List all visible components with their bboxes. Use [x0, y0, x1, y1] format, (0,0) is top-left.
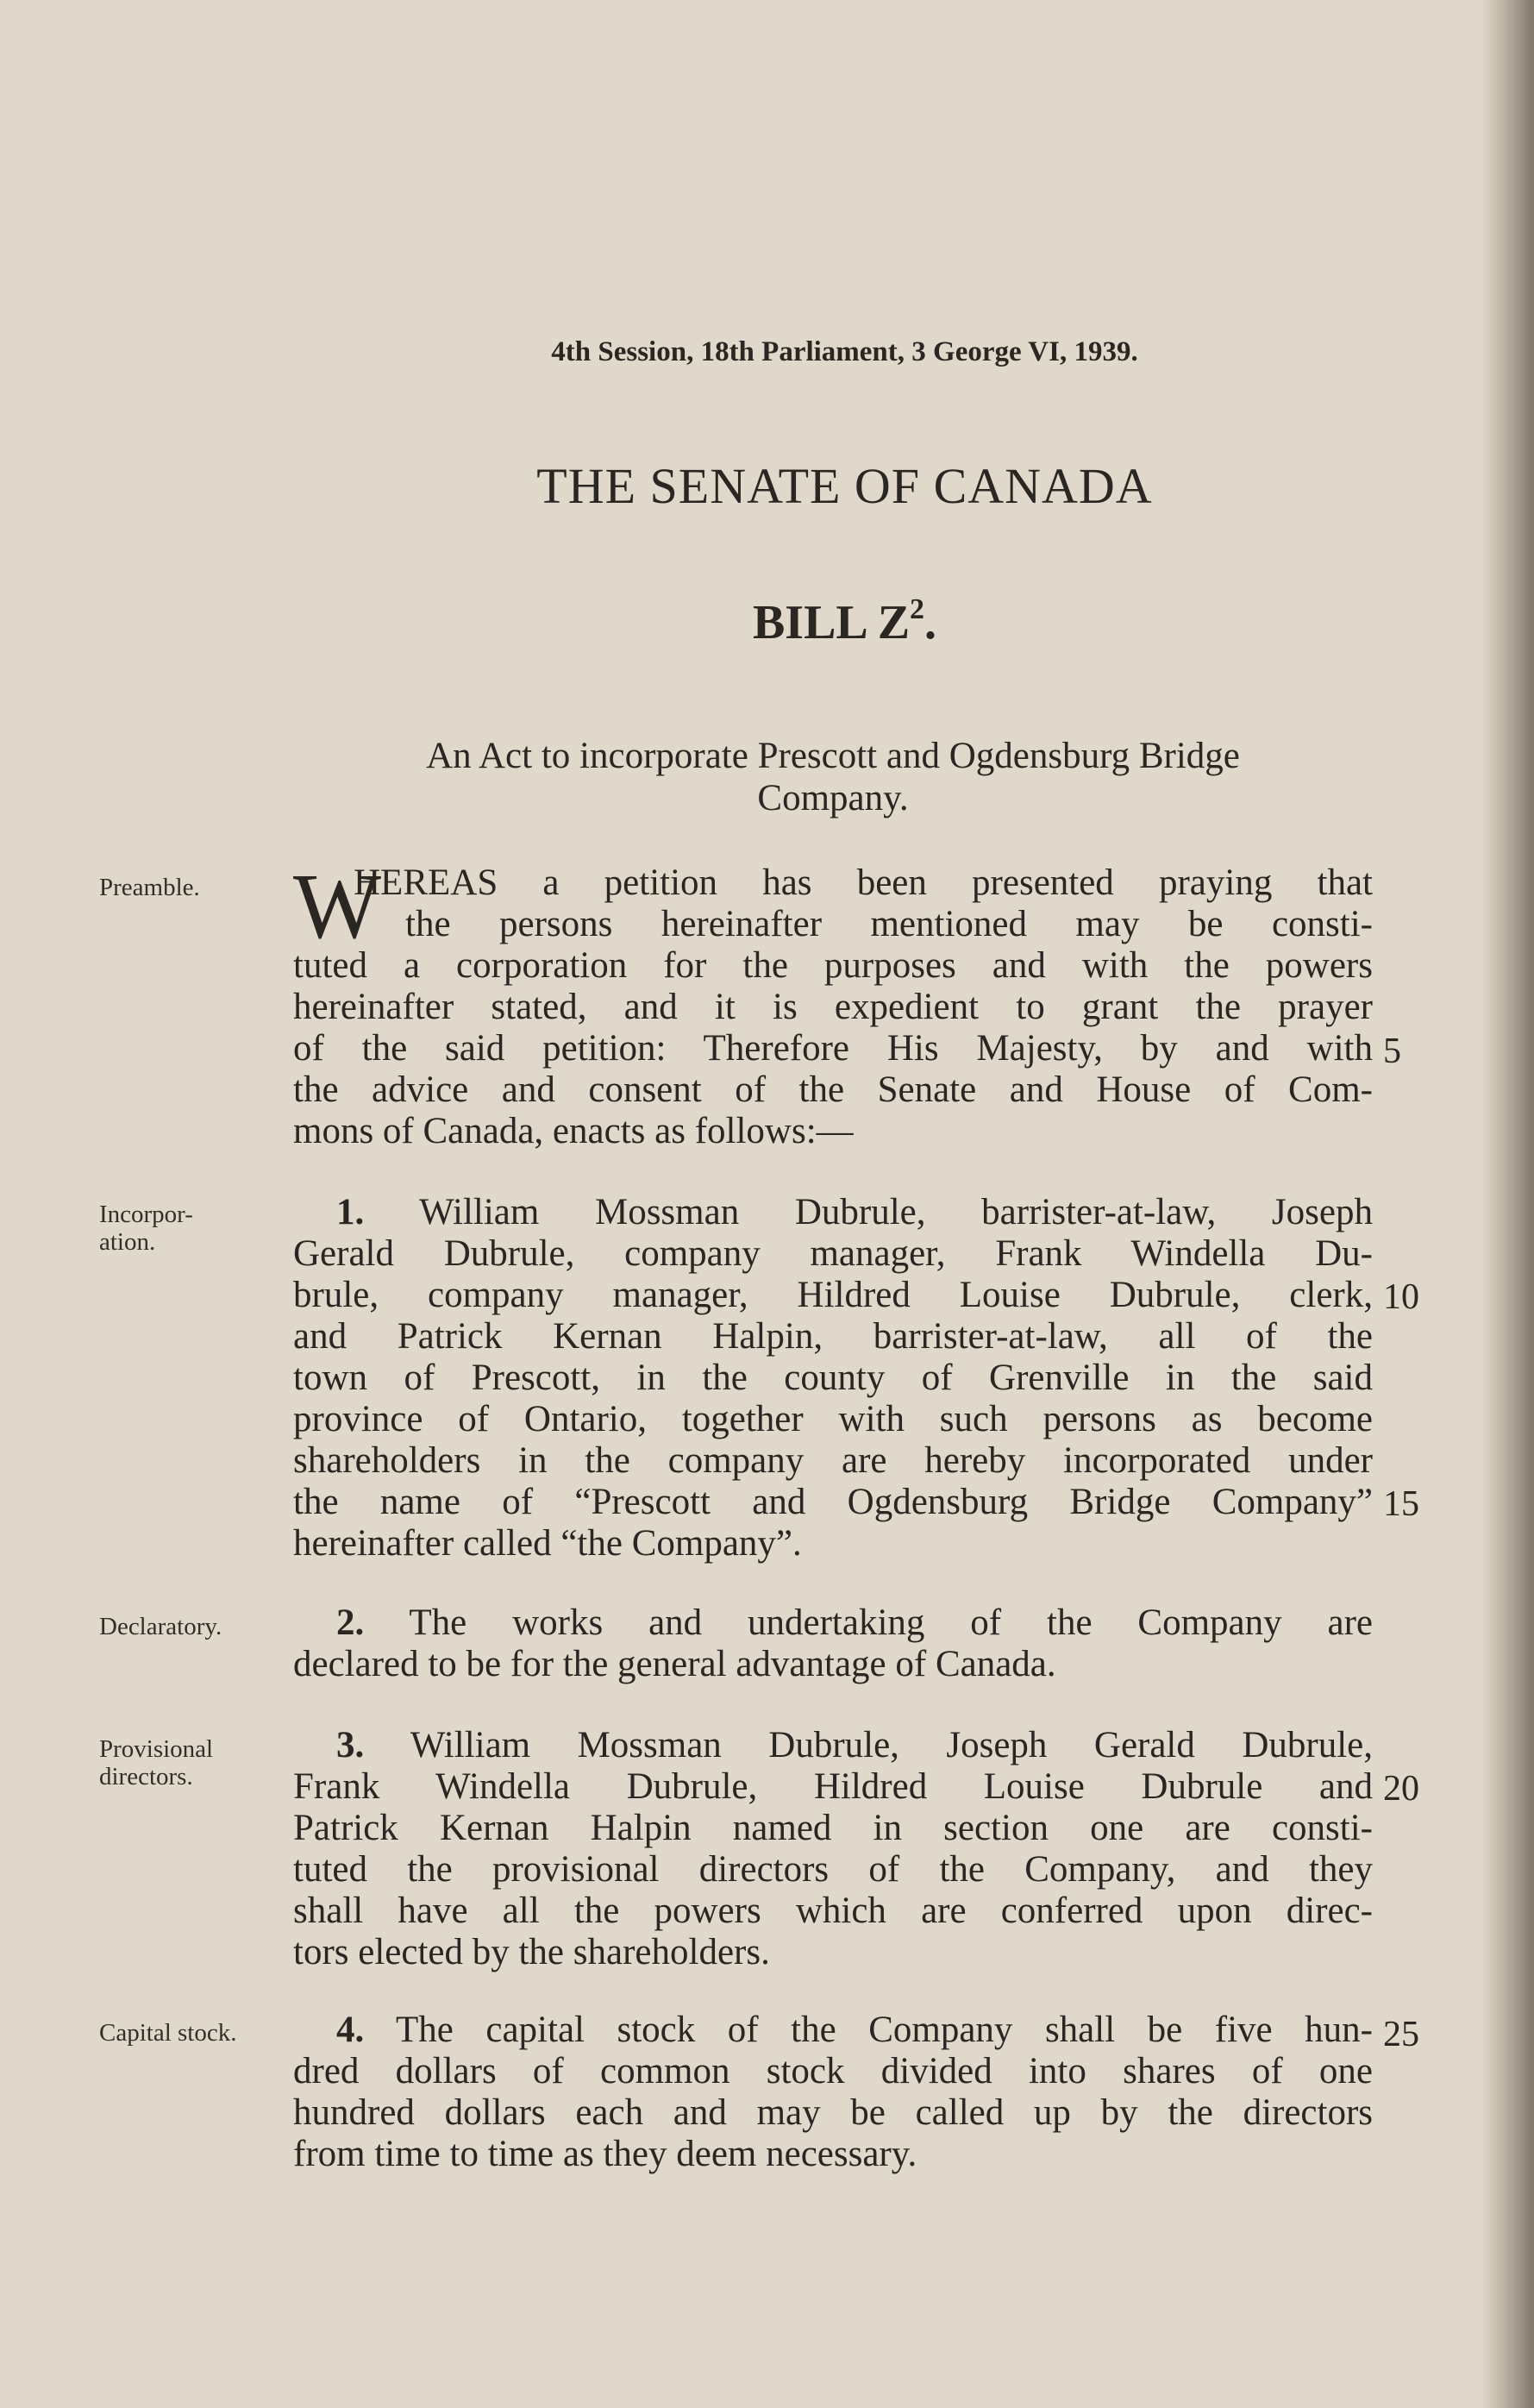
section-1-line-4: and Patrick Kernan Halpin, barrister-at-law, all of the	[293, 1316, 1373, 1357]
section-1-line-5: town of Prescott, in the county of Grenville in the said	[293, 1358, 1373, 1398]
preamble-line-4: hereinafter stated, and it is expedient to grant the prayer	[293, 987, 1373, 1027]
section-1-line-8: the name of “Prescott and Ogdensburg Bridge Company”	[293, 1482, 1373, 1522]
section-2-number: 2.	[336, 1602, 365, 1643]
margin-note-provisional-line-2: directors.	[99, 1763, 193, 1790]
section-1-line-3: brule, company manager, Hildred Louise Dubrule, clerk,	[293, 1275, 1373, 1315]
preamble-paragraph	[293, 856, 1373, 1152]
section-4-number: 4.	[336, 2010, 365, 2050]
section-1-line-6: province of Ontario, together with such persons as become	[293, 1399, 1373, 1439]
margin-note-declaratory: Declaratory.	[99, 1613, 222, 1640]
line-number-25: 25	[1383, 2015, 1419, 2054]
section-1-line-2: Gerald Dubrule, company manager, Frank Windella Du-	[293, 1233, 1373, 1274]
section-1-line-1	[293, 1192, 1373, 1233]
act-title-line-2: Company.	[757, 778, 909, 818]
preamble-line-7: mons of Canada, enacts as follows:—	[293, 1111, 854, 1151]
margin-note-capital-stock: Capital stock.	[99, 2019, 237, 2047]
section-3	[293, 1725, 1373, 1973]
preamble-line-5: of the said petition: Therefore His Majesty, by and with	[293, 1028, 1373, 1069]
bill-superscript: 2	[910, 593, 925, 625]
section-4-line-1	[293, 2010, 1373, 2051]
bill-title	[78, 595, 1534, 650]
margin-note-incorporation-line-1: Incorpor-	[99, 1201, 193, 1228]
preamble-line-6: the advice and consent of the Senate and House of Com-	[293, 1069, 1373, 1110]
section-1-line-7: shareholders in the company are hereby incorporated under	[293, 1440, 1373, 1481]
session-header: 4th Session, 18th Parliament, 3 George VI, 1939.	[551, 336, 1138, 367]
section-3-line-5: shall have all the powers which are conferred upon direc-	[293, 1891, 1373, 1931]
section-4-line-2: dred dollars of common stock divided into shares of one	[293, 2051, 1373, 2091]
bill-end: .	[924, 596, 937, 649]
margin-note-provisional-line-1: Provisional	[99, 1735, 214, 1763]
bill-main: BILL Z	[752, 596, 911, 649]
preamble-line-3: tuted a corporation for the purposes and with the powers	[293, 945, 1373, 986]
line-number-5: 5	[1383, 1032, 1401, 1071]
section-3-line-2: Frank Windella Dubrule, Hildred Louise Dubrule and	[293, 1766, 1373, 1807]
section-1-line-1-text: William Mossman Dubrule, barrister-at-law, Joseph	[364, 1192, 1373, 1232]
senate-title: THE SENATE OF CANADA	[536, 458, 1153, 514]
section-3-line-1	[293, 1725, 1373, 1766]
section-1-line-9: hereinafter called “the Company”.	[293, 1523, 802, 1564]
line-number-10: 10	[1383, 1277, 1419, 1317]
margin-note-incorporation	[99, 1201, 193, 1256]
margin-note-provisional	[99, 1735, 213, 1790]
section-2-line-1-text: The works and undertaking of the Company are	[364, 1602, 1373, 1643]
drop-cap-letter: W	[293, 856, 381, 958]
margin-note-incorporation-line-2: ation.	[99, 1228, 156, 1256]
section-3-line-3: Patrick Kernan Halpin named in section one are consti-	[293, 1808, 1373, 1848]
section-4	[293, 2010, 1373, 2175]
section-4-line-3: hundred dollars each and may be called up by the directors	[293, 2092, 1373, 2133]
act-title	[293, 735, 1373, 819]
section-4-line-4: from time to time as they deem necessary.	[293, 2134, 917, 2174]
section-1-number: 1.	[336, 1192, 365, 1232]
act-title-line-1: An Act to incorporate Prescott and Ogdensburg Bridge	[426, 736, 1240, 776]
line-number-20: 20	[1383, 1769, 1419, 1809]
section-2	[293, 1602, 1373, 1685]
preamble-line-1: HEREAS a petition has been presented praying that	[354, 862, 1373, 903]
section-3-line-4: tuted the provisional directors of the Company, and they	[293, 1849, 1373, 1890]
section-3-line-6: tors elected by the shareholders.	[293, 1932, 770, 1972]
section-2-line-1	[293, 1602, 1373, 1644]
preamble-line-2: the persons hereinafter mentioned may be consti-	[405, 904, 1373, 944]
section-4-line-1-text: The capital stock of the Company shall be five hun-	[364, 2010, 1373, 2050]
line-number-15: 15	[1383, 1484, 1419, 1524]
margin-note-preamble: Preamble.	[99, 874, 200, 901]
section-3-line-1-text: William Mossman Dubrule, Joseph Gerald Dubrule,	[364, 1725, 1373, 1765]
section-1	[293, 1192, 1373, 1565]
section-2-line-2: declared to be for the general advantage of Canada.	[293, 1644, 1056, 1684]
section-3-number: 3.	[336, 1725, 365, 1765]
